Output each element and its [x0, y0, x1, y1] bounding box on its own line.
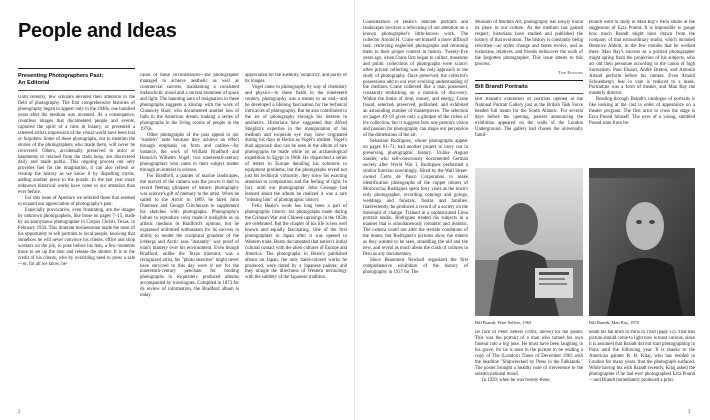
paragraph: Brandt went to study in Man Ray's Paris studio at the suggestion of Ezra Pound. It is impossible to gauge how much Brandt might have drawn from the company of that extraordinary studio, which included Berenice Abbott, in the few months that he worked there. Man Ray's success as a portrait photographer might spring from the projection of his subjects, who act out their personae according to the canon of high Surrealism. Paul Eluard, André Breton, and Antonin Artaud perform before his camera. Even Arnold Schoenberg's fear in vain is reduced to a mask. Portraiture was a form of theater, and Man Ray the masterly director.: [589, 20, 695, 97]
text-column-5-bottom: [475, 330, 583, 408]
paragraph: Other photographs of the past appeal to our "modern" taste because they achieve an effect through emphasis on form and outline—for instance, the work of William Bradford and Heinrich Wilhelm Vogel, two nineteenth-century photographers who came to their subject matter through an interest in science.: [140, 132, 239, 174]
paragraph: Since Beaumont Newhall organized the first comprehensive exhibition of the history of photography in 1937 for The: [363, 258, 468, 276]
page-title: People and Ideas: [18, 20, 177, 42]
paragraph: In 1929, when he was twenty-three,: [482, 377, 551, 383]
paragraph: Until recently, few scholars devoted their attention to the field of photography. The first comprehensive histories of photography began to appear only in the 1940s, one hundred years after the medium was invented. As a consequence, countless images that documented people and events, captured the spirit of a time in history, or presented a talented artist's impression of the visual world have been lost or forgotten. Some of these photographs, not to mention the stories of the photographers who made them, will never be recovered. Others, accidentally preserved in attics or basements or rescued from the trash heap, are discovered daily and made public. This ongoing process not only provides fuel for the imagination, it can also refresh or revamp the history as we know it by dispelling myths, adding another piece to the puzzle. In the last year more unknown historical works have come to our attention than ever before.: [18, 95, 135, 196]
brandt-heading-rule: [475, 93, 583, 94]
paragraph: For this issue of Aperture we selected those that seemed to expand our appreciation of photography's past.: [18, 196, 135, 208]
paragraph: Vogel came to photography by way of chemistry and physics—in these fields in the nineteenth century, photography was a means to an end—and he developed a lifelong fascination for the technical intricacies of photography. But he also contributed to the art of photography through his interest in aesthetics. Historians have suggested that Alfred Stieglitz's expertise in the manipulation of his medium and exquisite eye may have originated during his days in Berlin as Vogel's student. Vogel's dual approach also can be seen in the album of rare photographs he made while on an archaeological expedition to Egypt in 1868. He dispatched a series of letters to Europe detailing his solutions to equipment problems, but the photographs reveal not just his technical virtuosity; they show his exacting attention to composition and the feeling of light. In fact, until our photographer John Gossage had learned about the album he realized it was a rare "missing link" of photographic history.: [245, 84, 347, 204]
text-column-6-bottom: [589, 330, 695, 408]
caption-man-ray: Bill Brandt, Man Ray, 1970: [589, 320, 639, 325]
editorial-heading-line-2: An Editorial: [18, 80, 50, 86]
paragraph: neath his hat brim in Paris in 1928 (page 12). That this picture should come to light now is most curious, since it is assumed that Brandt did not start photographing in Paris until the following year. It is thanks to the American painter R. B. Kitaj, who has resided in London for many years, that the photograph surfaced. While having tea with Brandt recently, Kitaj asked the photographer if he had ever photographed Ezra Pound—and Brandt immediately produced a print.: [589, 330, 695, 383]
article-top-rule: [18, 68, 135, 69]
editorial-heading: [18, 73, 135, 87]
folio-left: 2: [18, 410, 21, 415]
folio-right: 3: [688, 410, 691, 415]
text-column-2: [140, 73, 239, 407]
editorial-signature: The Editors: [558, 69, 583, 75]
paragraph: appreciated for the austerity, simplicity, and purity of its images.: [245, 73, 347, 84]
page-gutter: [354, 0, 355, 420]
brandt-heading: Bill Brandt Portraits: [475, 84, 528, 90]
text-column-3: [245, 73, 347, 407]
paragraph: Felix Beato's work has long been a part of photographic history: his photographs made during the Crimean War and Chinese uprisings in the 1850s are celebrated. But the chapter of his life is less well known and equally fascinating. One of the first photographers in Japan after it was opened to Western trade, Beato documented that nation's initial cultural contact with the alien cultures of Europe and America. The photographs in Beato's published album on Japan, the only hand-colored works he produced, were tinted by a Japanese painter, and they mingle the directness of Western technology with the subtlety of the Japanese tradition.: [245, 203, 347, 281]
paragraph: cause of these circumstances—the photographer managed to achieve aesthetic as well as commercial success, maintaining a consistent melancholic mood and a surreal treatment of space and light. The haunting aura of resignation in these photographs suggests a kinship with the work of Chauncey Hare, who documented another loss of faith in the American dream, making a series of photographs in the living rooms of people in the 1970s.: [140, 73, 239, 132]
paragraph: Bill Brandt's exhibition of portraits opened at the National Portrait Gallery just as the British Task Force headed full steam for the South Atlantic. For several days before the opening, posters announcing the exhibition appeared on the walls of the London Underground. The gallery had chosen the universally famil-: [475, 97, 583, 138]
text-column-5-top: [475, 20, 583, 76]
paragraph: For Bradford, a painter of marine landscapes, the marvel of the camera was the power it had to record fleeting glimpses of nature; photography was science's gift of memory to the artist. When he sailed to the Arctic in 1869, he hired John Dunmore and George Critcherson to supplement his sketches with photographs. Photography's failure to reproduce color made it ineligible as an artistic medium in Bradford's opinion, but he expressed unlimited enthusiasm for its success in ability to render the sculptural grandeur of the icebergs and Arctic seas "instantly" was proof of man's mastery over his environment. Even though Bradford, unlike the Texas itinerant, was a recognized artist, his "photo sketches" might never have survived to this day were it not for the nineteenth-century penchant for binding photographs in exquisitely produced albums accompanied by travelogues. Compiled in 1873 for its review of information, the Bradford album is today: [140, 174, 239, 299]
paragraph: Museum of Modern Art, photography has slowly found its place in our culture. As the medium has gained respect, historians have studied and published the history of that evolution. The history is constantly being rewritten—as styles change and tastes evolve, and as historians, relatives, and friends rediscover the work of the forgotten photographer. This issue attests to this process.: [475, 20, 583, 67]
paragraph: Reading through Brandt's catalogue of portraits is like looking at the cast in order of appearance on a theater program. The first actor to cross the stage is Ezra Pound himself. The eyes of a young, stubbled Pound stare from be-: [589, 97, 695, 127]
text-column-1: [18, 95, 135, 407]
text-column-6-top: [589, 20, 695, 166]
photo-peter-sellers: [475, 168, 583, 316]
paragraph: iar face of Peter Sellers (1963; above) for the poster. This was the portrait of a man who turned his own funeral into a big joke. He must have been laughing in his grave, for he is seen in the picture to be reading a copy of The (London) Times of December 1963 with the headline "Shipwrecked by Press in the Falklands." The poster brought a healthy note of irreverence to the solemn national mood.: [475, 330, 583, 377]
editorial-heading-line-1: Presenting Photographers Past:: [18, 73, 104, 79]
editorial-heading-rule: [18, 90, 135, 91]
paragraph: Sebastian Rodriguez, whose photographs appear on pages 61–71, had another project to carry out in preserving photographic history. Unlike August Sander, who self-consciously documented German society after World War I, Rodriguez performed a similar function unwittingly. Hired by the Wall Street-owned Cerro de Pasco Corporation to make identification photographs of the copper miners of Morococha, Rodriguez spent forty years as the town's only photographer, recording comings and goings, weddings and funerals, fiestas and families. Inadvertently, he produced a record of a society on the threshold of change. Trained in a sophisticated Lima portrait studio, Rodriguez treated his subjects in a manner that is simultaneously romantic and realistic. The camera could not alter the terrible conditions of the mines, but Rodriguez's pictures show the miners as they wanted to be seen, straddling the old and the new, and reveal as much about the clash of cultures in Peru as any documentary.: [363, 139, 468, 258]
caption-peter-sellers: Bill Brandt, Peter Sellers, 1963: [475, 320, 532, 325]
brandt-top-rule: [475, 80, 583, 81]
text-column-4: [363, 20, 468, 410]
paragraph: Especially provocative, even frustrating, are the images by unknown photographers, like those on pages 7–15, made by an anonymous photographer in Corpus Christi, Texas, in February 1934. This itinerant businessman made the most of his opportunity to sell portraits to local people, knowing that somehow he will never convince his clients, office and shop workers on the job, to pose before his lens, a few moments more to set up the shot and release the shutter. It is to the credit of his clients, who by overriding need to press a sale—or, for all we know, be-: [18, 208, 135, 267]
paragraph: Consideration of Beato's delicate portraits and landscapes involves a refocusing of our attention on a known photographer's little-known work. The collector Arnold H. Crane set himself a more difficult task: retrieving neglected photographs and returning them to their proper context in history. Twenty-five years ago, when Crane first began to collect, museums and public collections of photographs were scarce: often private collecting was the only approach to the study of photography. Once preserved, the collector's possessions add to our ever evolving understanding of the medium. Crane collected like a man possessed, constantly embarking on a mission of discovery. Within the limits of time, money, and energy, Crane found, selected, preserved, published, and exhibited an astounding number of masterpieces. The selection on pages 49–59 gives only a glimpse of the riches of his collection, but it suggests how one person's vision and passion for photography can shape our perception of the dimensions of the art.: [363, 20, 468, 139]
photo-man-ray: [589, 168, 695, 316]
text-column-5-middle: [475, 97, 583, 165]
